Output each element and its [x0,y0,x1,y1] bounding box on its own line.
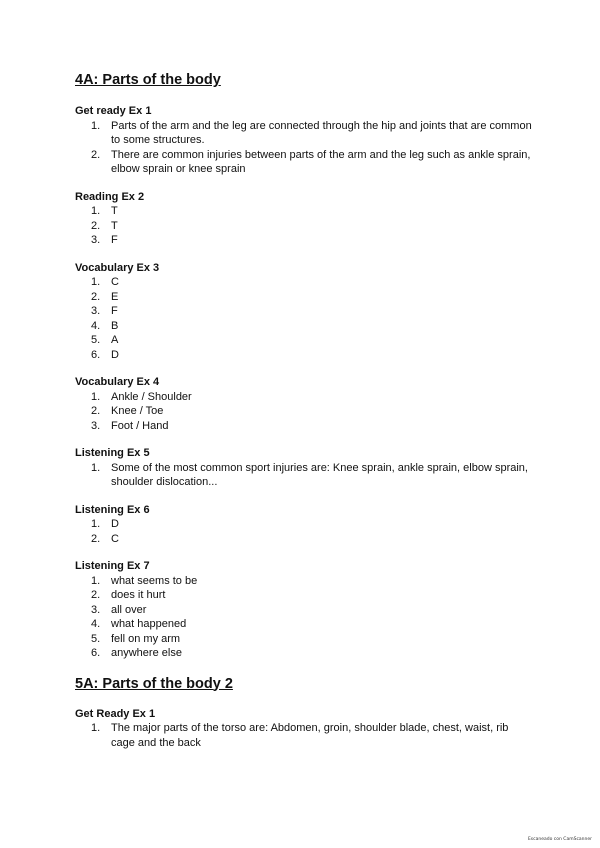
answer-list [75,390,535,434]
section-heading: Get Ready Ex 1 [75,707,156,720]
document-page [75,70,535,763]
list-item: 6. D [91,348,119,361]
section-heading: Get ready Ex 1 [75,105,152,117]
list-item: 2. There are common injuries between parts of the arm and the leg such as ankle sprain, elbow sprain or knee sprain [91,148,531,175]
list-item: 4. B [91,319,119,332]
unit-5a [75,674,535,751]
list-item: 5. fell on my arm [91,632,181,645]
list-item: 1. The major parts of the torso are: Abdomen, groin, shoulder blade, chest, waist, rib cage and the back [91,722,509,749]
list-item: 1. Some of the most common sport injuries are: Knee sprain, ankle sprain, elbow sprain, shoulder dislocation... [91,461,528,488]
section-reading-ex2 [75,190,535,248]
answer-list [75,119,535,177]
section-listening-ex5 [75,446,535,490]
list-item: 3. F [91,234,118,246]
answer-list [75,721,535,750]
list-item: 1. what seems to be [91,574,198,587]
unit-title: 4A: Parts of the body [75,72,221,88]
section-heading: Listening Ex 7 [75,560,150,572]
list-item: 2. E [91,290,119,303]
section-get-ready-ex1 [75,707,535,751]
answer-list [75,275,535,362]
list-item: 4. what happened [91,618,187,630]
scanner-watermark: Escaneado con CamScanner [527,837,592,842]
answer-list [75,461,535,490]
section-heading: Listening Ex 5 [75,447,150,459]
list-item: 3. Foot / Hand [91,419,169,432]
section-listening-ex7 [75,559,535,661]
section-vocabulary-ex4 [75,375,535,433]
list-item: 2. C [91,532,119,545]
section-heading: Vocabulary Ex 3 [75,261,160,274]
answer-list [75,574,535,661]
section-get-ready-ex1 [75,104,535,177]
list-item: 3. F [91,305,118,317]
answer-list [75,517,535,546]
list-item: 1. Parts of the arm and the leg are connected through the hip and joints that are common to some structures. [91,119,532,146]
section-vocabulary-ex3 [75,261,535,363]
list-item: 2. does it hurt [91,589,166,601]
unit-title: 5A: Parts of the body 2 [75,675,233,692]
list-item: 2. T [91,219,118,232]
list-item: 3. all over [91,603,147,616]
list-item: 1. C [91,276,119,288]
list-item: 2. Knee / Toe [91,405,164,417]
list-item: 6. anywhere else [91,647,182,659]
section-heading: Listening Ex 6 [75,503,150,516]
section-heading: Vocabulary Ex 4 [75,376,160,388]
list-item: 1. D [91,518,119,530]
list-item: 1. Ankle / Shoulder [91,390,192,403]
unit-4a [75,70,535,661]
answer-list [75,204,535,248]
list-item: 1. T [91,205,118,217]
section-listening-ex6 [75,503,535,547]
section-heading: Reading Ex 2 [75,190,145,203]
list-item: 5. A [91,334,119,346]
